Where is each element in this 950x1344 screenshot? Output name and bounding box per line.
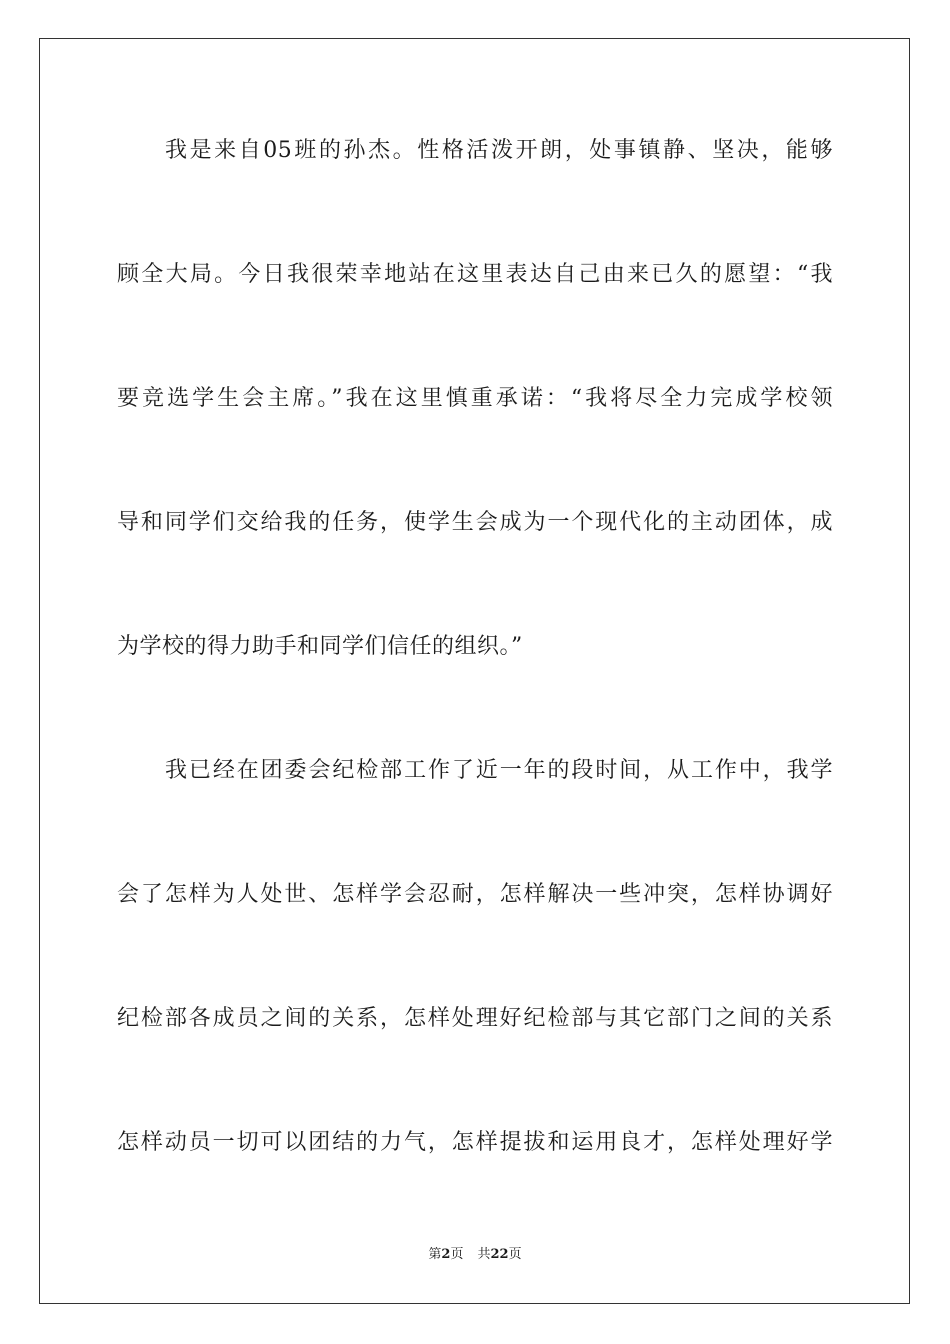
footer-page-suffix: 页 bbox=[450, 1247, 464, 1262]
page-border bbox=[39, 38, 910, 1304]
paragraph-2-line-4: 怎样动员一切可以团结的力气，怎样提拔和运用良才，怎样处理好学 bbox=[117, 1130, 833, 1155]
footer-total-suffix: 页 bbox=[508, 1247, 522, 1262]
paragraph-1-line-2: 顾全大局。今日我很荣幸地站在这里表达自己由来已久的愿望：“我 bbox=[117, 262, 833, 287]
paragraph-2-line-3: 纪检部各成员之间的关系，怎样处理好纪检部与其它部门之间的关系 bbox=[117, 1006, 833, 1031]
paragraph-1-line-4: 导和同学们交给我的任务，使学生会成为一个现代化的主动团体，成 bbox=[117, 510, 833, 535]
paragraph-2-line-1: 我已经在团委会纪检部工作了近一年的段时间，从工作中，我学 bbox=[165, 758, 833, 783]
footer-page-prefix: 第 bbox=[428, 1247, 442, 1262]
paragraph-2-line-2: 会了怎样为人处世、怎样学会忍耐，怎样解决一些冲突，怎样协调好 bbox=[117, 882, 833, 907]
footer-total-prefix: 共 bbox=[477, 1247, 491, 1262]
paragraph-1-line-3: 要竞选学生会主席。”我在这里慎重承诺：“我将尽全力完成学校领 bbox=[117, 386, 833, 411]
page-footer bbox=[0, 1246, 950, 1264]
footer-page-current: 2 bbox=[441, 1247, 451, 1262]
paragraph-1-line-1: 我是来自05班的孙杰。性格活泼开朗，处事镇静、坚决，能够 bbox=[165, 138, 833, 163]
footer-page-total: 22 bbox=[490, 1247, 509, 1262]
paragraph-1-line-5: 为学校的得力助手和同学们信任的组织。” bbox=[117, 634, 523, 659]
